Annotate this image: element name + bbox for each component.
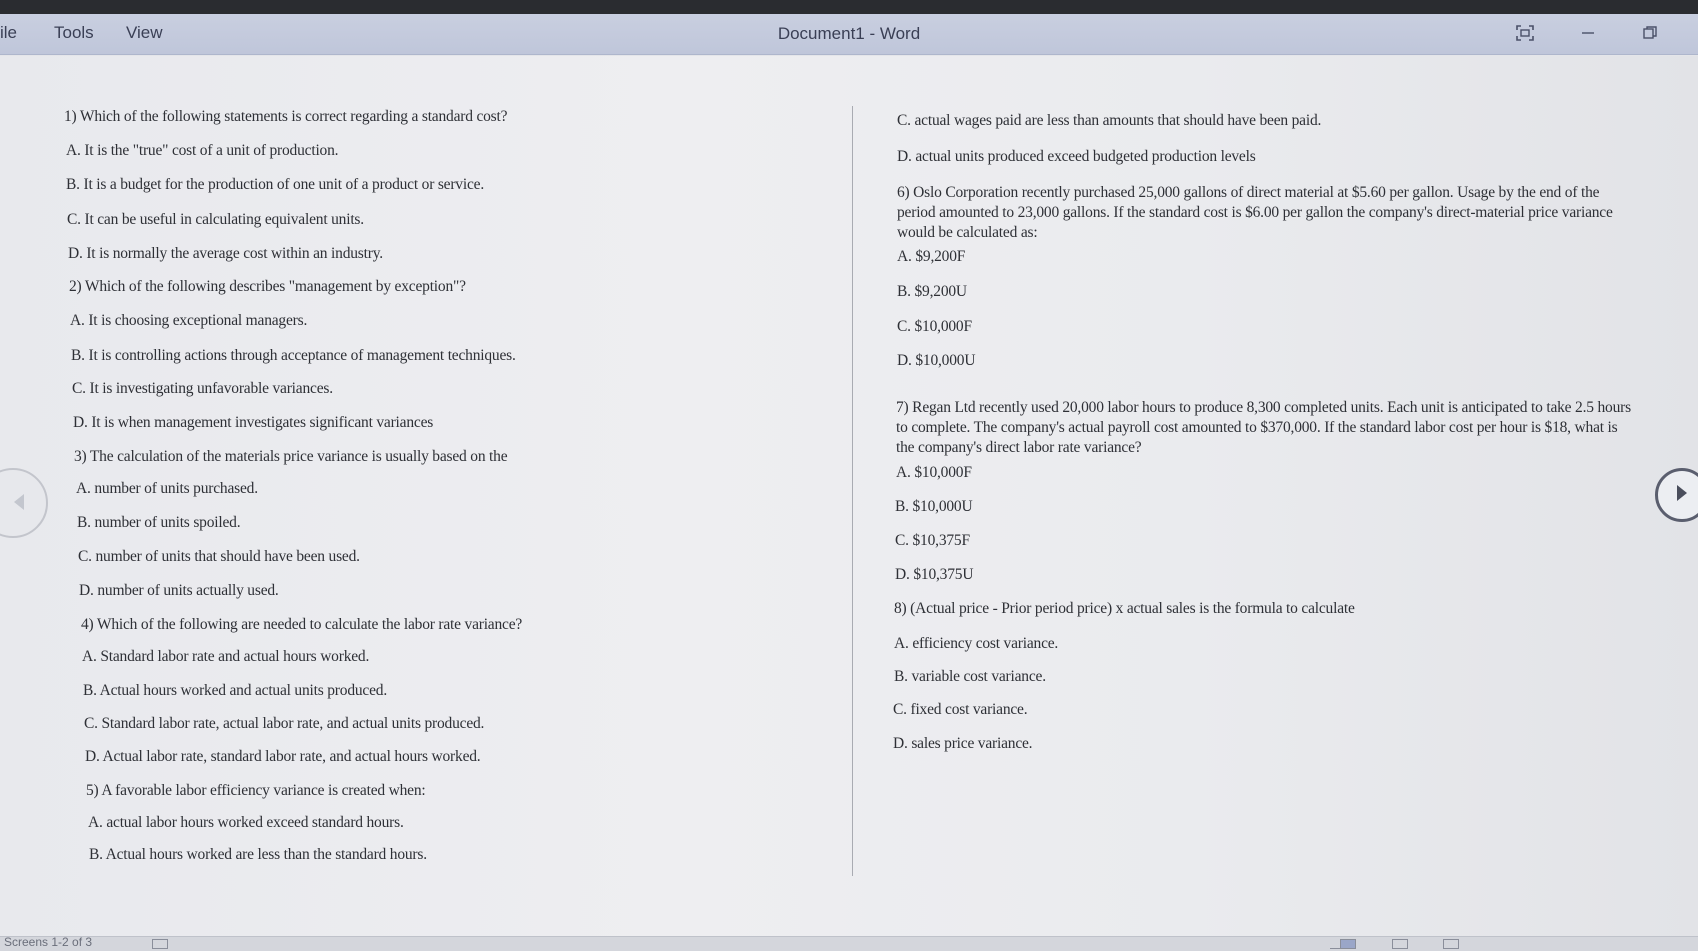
q2-option-c: C. It is investigating unfavorable variances. xyxy=(72,380,333,397)
q5-option-c: C. actual wages paid are less than amounts that should have been paid. xyxy=(897,112,1322,129)
q6-option-d: D. $10,000U xyxy=(897,352,976,369)
focus-mode-icon xyxy=(1516,25,1534,41)
q3-option-b: B. number of units spoiled. xyxy=(77,514,241,531)
minimize-icon xyxy=(1580,25,1596,41)
print-layout-icon[interactable] xyxy=(1392,939,1408,949)
next-screen-button[interactable] xyxy=(1655,468,1698,522)
menu-view[interactable]: View xyxy=(126,23,163,42)
q3-option-d: D. number of units actually used. xyxy=(79,582,279,599)
q2-option-a: A. It is choosing exceptional managers. xyxy=(70,312,308,329)
q1-option-a: A. It is the "true" cost of a unit of production. xyxy=(66,142,339,159)
arrow-left-icon xyxy=(12,492,26,512)
q8-option-b: B. variable cost variance. xyxy=(894,668,1046,685)
menu-file[interactable]: ile xyxy=(0,23,18,42)
read-mode-icon[interactable] xyxy=(1340,939,1356,949)
question-8: 8) (Actual price - Prior period price) x actual sales is the formula to calculate xyxy=(894,600,1355,617)
question-4: 4) Which of the following are needed to calculate the labor rate variance? xyxy=(81,616,523,633)
q8-option-d: D. sales price variance. xyxy=(893,735,1033,752)
comment-icon[interactable] xyxy=(152,939,168,949)
screen-top-edge xyxy=(0,0,1698,14)
question-2: 2) Which of the following describes "management by exception"? xyxy=(69,278,466,295)
question-7: 7) Regan Ltd recently used 20,000 labor hours to produce 8,300 completed units. Each unit is anticipated to take 2.5 hours to complete. The company's actual payroll cost amounted to $370,000. If the standard labor cost per hour is $18, what is the company's direct labor rate variance? xyxy=(896,399,1631,456)
document-page xyxy=(0,56,1698,936)
restore-button[interactable] xyxy=(1633,20,1667,46)
q1-option-d: D. It is normally the average cost within an industry. xyxy=(68,245,383,262)
q3-option-c: C. number of units that should have been used. xyxy=(78,548,360,565)
document-title: Document1 - Word xyxy=(777,24,921,43)
q4-option-a: A. Standard labor rate and actual hours worked. xyxy=(82,648,370,665)
question-3: 3) The calculation of the materials price variance is usually based on the xyxy=(74,448,508,465)
q6-option-c: C. $10,000F xyxy=(897,318,972,335)
question-6: 6) Oslo Corporation recently purchased 25,000 gallons of direct material at $5.60 per gallon. Usage by the end of the period amounted to 23,000 gallons. If the standard cost is $6.00 per gallon the company's direct-material price variance would be calculated as: xyxy=(897,184,1613,241)
previous-screen-button[interactable] xyxy=(0,468,48,538)
title-bar xyxy=(0,14,1698,55)
q5-option-d: D. actual units produced exceed budgeted production levels xyxy=(897,148,1256,165)
q8-option-a: A. efficiency cost variance. xyxy=(894,635,1059,652)
q1-option-b: B. It is a budget for the production of one unit of a product or service. xyxy=(66,176,484,193)
arrow-right-icon xyxy=(1675,483,1689,503)
minimize-button[interactable] xyxy=(1571,20,1605,46)
q4-option-d: D. Actual labor rate, standard labor rate, and actual hours worked. xyxy=(85,748,481,765)
column-divider xyxy=(852,106,853,876)
q7-option-a: A. $10,000F xyxy=(896,464,972,481)
q2-option-b: B. It is controlling actions through acceptance of management techniques. xyxy=(71,347,516,364)
q3-option-a: A. number of units purchased. xyxy=(76,480,258,497)
status-bar xyxy=(0,936,1698,951)
q7-option-d: D. $10,375U xyxy=(895,566,974,583)
focus-mode-button[interactable] xyxy=(1508,20,1542,46)
q6-option-a: A. $9,200F xyxy=(897,248,966,265)
q7-option-b: B. $10,000U xyxy=(895,498,973,515)
q8-option-c: C. fixed cost variance. xyxy=(893,701,1028,718)
web-layout-icon[interactable] xyxy=(1443,939,1459,949)
menu-tools[interactable]: Tools xyxy=(54,23,94,42)
q5-option-b: B. Actual hours worked are less than the standard hours. xyxy=(89,846,427,863)
q2-option-d: D. It is when management investigates significant variances xyxy=(73,414,434,431)
q5-option-a: A. actual labor hours worked exceed standard hours. xyxy=(88,814,404,831)
restore-icon xyxy=(1642,25,1658,41)
q6-option-b: B. $9,200U xyxy=(897,283,967,300)
q1-option-c: C. It can be useful in calculating equivalent units. xyxy=(67,211,364,228)
q7-option-c: C. $10,375F xyxy=(895,532,970,549)
screen-count: Screens 1-2 of 3 xyxy=(4,935,93,949)
q4-option-b: B. Actual hours worked and actual units produced. xyxy=(83,682,387,699)
question-1: 1) Which of the following statements is correct regarding a standard cost? xyxy=(64,108,508,125)
q4-option-c: C. Standard labor rate, actual labor rate, and actual units produced. xyxy=(84,715,485,732)
question-5: 5) A favorable labor efficiency variance is created when: xyxy=(86,782,426,799)
